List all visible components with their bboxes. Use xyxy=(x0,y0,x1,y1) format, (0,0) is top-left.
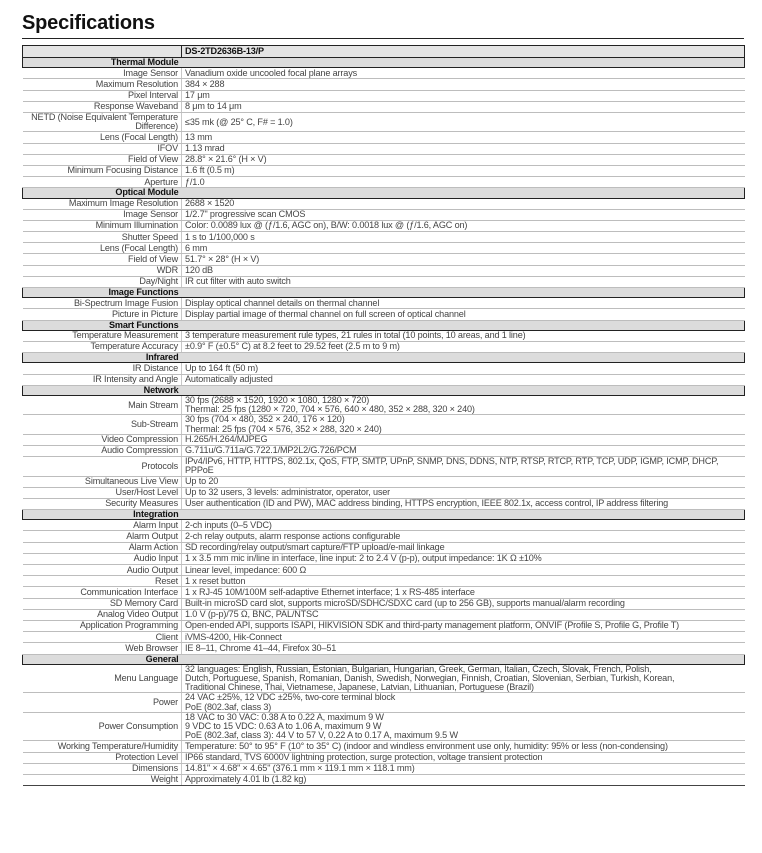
model-spacer xyxy=(23,46,182,58)
spec-value xyxy=(182,298,745,309)
spec-value-line: Thermal: 25 fps (1280 × 720, 704 × 576, 640 × 480, 352 × 288, 320 × 240) xyxy=(185,404,475,415)
spec-value-line: 13 mm xyxy=(185,131,213,142)
section-spacer xyxy=(182,510,745,520)
spec-label: Alarm Output xyxy=(23,531,182,542)
spec-value-line: 1 x 3.5 mm mic in/line in interface, line input: 2 to 2.4 V (p-p), output impedance: 1K Ω ±10% xyxy=(185,553,542,564)
spec-value xyxy=(182,154,745,165)
spec-label: Day/Night xyxy=(23,276,182,287)
spec-label: Image Sensor xyxy=(23,68,182,79)
spec-value xyxy=(182,632,745,643)
spec-value-line: 120 dB xyxy=(185,265,213,276)
spec-label: Protocols xyxy=(23,457,182,476)
spec-value xyxy=(182,341,745,352)
spec-row xyxy=(23,576,745,587)
spec-row xyxy=(23,632,745,643)
spec-label: Minimum Illumination xyxy=(23,220,182,231)
spec-row xyxy=(23,531,745,542)
spec-label: IR Intensity and Angle xyxy=(23,374,182,385)
spec-value xyxy=(182,763,745,774)
spec-value-line: Temperature: 50° to 95° F (10° to 35° C) (indoor and windless environment use only, humidity: 95% or less (non-condensing) xyxy=(185,740,668,751)
spec-value xyxy=(182,220,745,231)
spec-label: Analog Video Output xyxy=(23,609,182,620)
spec-row xyxy=(23,363,745,374)
spec-value-line: 2-ch inputs (0–5 VDC) xyxy=(185,519,272,530)
spec-value-line: Built-in microSD card slot, supports microSD/SDHC/SDXC card (up to 256 GB), supports manual/alarm recording xyxy=(185,598,625,609)
spec-value-line: Color: 0.0089 lux @ (ƒ/1.6, AGC on), B/W: 0.0018 lux @ (ƒ/1.6, AGC on) xyxy=(185,220,468,231)
spec-row xyxy=(23,476,745,487)
spec-row xyxy=(23,198,745,209)
spec-label: Temperature Measurement xyxy=(23,330,182,341)
spec-label: IR Distance xyxy=(23,363,182,374)
section-spacer xyxy=(182,320,745,330)
spec-value xyxy=(182,177,745,188)
spec-value xyxy=(182,693,745,712)
spec-value-line: User authentication (ID and PW), MAC address binding, HTTPS encryption, IEEE 802.1x, access control, IP address filtering xyxy=(185,498,669,509)
section-header xyxy=(23,654,745,664)
spec-value-line: 1.13 mrad xyxy=(185,143,225,154)
spec-row xyxy=(23,741,745,752)
spec-label: Response Waveband xyxy=(23,101,182,112)
spec-table xyxy=(22,45,745,786)
spec-label: Video Compression xyxy=(23,434,182,445)
spec-value-line: 1 x reset button xyxy=(185,575,246,586)
spec-value-line: Display optical channel details on thermal channel xyxy=(185,297,380,308)
spec-value-line: 51.7° × 28° (H × V) xyxy=(185,253,260,264)
spec-value-line: Approximately 4.01 lb (1.82 kg) xyxy=(185,774,307,785)
spec-row xyxy=(23,79,745,90)
spec-value xyxy=(182,265,745,276)
spec-label: Alarm Input xyxy=(23,520,182,531)
spec-row xyxy=(23,587,745,598)
spec-value-line: ≤35 mk (@ 25° C, F# = 1.0) xyxy=(185,116,293,127)
spec-label: Application Programming xyxy=(23,620,182,631)
spec-label: Minimum Focusing Distance xyxy=(23,165,182,176)
spec-value-line: 17 μm xyxy=(185,90,210,101)
spec-value xyxy=(182,309,745,320)
spec-value xyxy=(182,553,745,564)
spec-value-line: Up to 32 users, 3 levels: administrator, operator, user xyxy=(185,487,391,498)
spec-row xyxy=(23,774,745,785)
section-header xyxy=(23,58,745,68)
model-number: DS-2TD2636B-13/P xyxy=(182,46,745,58)
spec-row xyxy=(23,609,745,620)
section-title: Optical Module xyxy=(23,188,182,198)
model-row xyxy=(23,46,745,58)
spec-value-line: 384 × 288 xyxy=(185,78,225,89)
spec-row xyxy=(23,434,745,445)
spec-value xyxy=(182,209,745,220)
spec-row xyxy=(23,276,745,287)
spec-label: Sub-Stream xyxy=(23,415,182,434)
spec-value xyxy=(182,476,745,487)
spec-value xyxy=(182,774,745,785)
spec-value xyxy=(182,68,745,79)
section-spacer xyxy=(182,58,745,68)
spec-value xyxy=(182,752,745,763)
spec-row xyxy=(23,243,745,254)
spec-value xyxy=(182,565,745,576)
spec-row xyxy=(23,643,745,654)
spec-label: Field of View xyxy=(23,154,182,165)
spec-value xyxy=(182,520,745,531)
spec-value-line: ƒ/1.0 xyxy=(185,176,205,187)
section-spacer xyxy=(182,188,745,198)
spec-label: Lens (Focal Length) xyxy=(23,132,182,143)
spec-row xyxy=(23,68,745,79)
spec-row xyxy=(23,415,745,434)
spec-value-line: Automatically adjusted xyxy=(185,374,273,385)
spec-label: IFOV xyxy=(23,143,182,154)
spec-value xyxy=(182,531,745,542)
spec-value-line: 2688 × 1520 xyxy=(185,198,235,208)
spec-value xyxy=(182,643,745,654)
spec-value-line: 3 temperature measurement rule types, 21 rules in total (10 points, 10 areas, and 1 line) xyxy=(185,330,526,341)
spec-value-line: Thermal: 25 fps (704 × 576, 352 × 288, 320 × 240) xyxy=(185,423,382,434)
spec-value xyxy=(182,90,745,101)
spec-label: Temperature Accuracy xyxy=(23,341,182,352)
spec-row xyxy=(23,520,745,531)
spec-value xyxy=(182,254,745,265)
spec-value-line: SD recording/relay output/smart capture/FTP upload/e-mail linkage xyxy=(185,542,445,553)
spec-value xyxy=(182,487,745,498)
spec-value xyxy=(182,101,745,112)
spec-value xyxy=(182,587,745,598)
spec-value-line: IP66 standard, TVS 6000V lightning protection, surge protection, voltage transient protection xyxy=(185,752,543,763)
spec-value xyxy=(182,712,745,741)
section-spacer xyxy=(182,654,745,664)
section-spacer xyxy=(182,353,745,363)
spec-value-line: Dutch, Portuguese, Spanish, Romanian, Danish, Swedish, Norwegian, Finnish, Croatian, Slovenian, Serbian, Turkish, Korean, xyxy=(185,672,675,683)
spec-row xyxy=(23,693,745,712)
spec-value-line: 30 fps (704 × 480, 352 × 240, 176 × 120) xyxy=(185,414,345,425)
spec-value-line: H.265/H.264/MJPEG xyxy=(185,434,268,445)
spec-label: WDR xyxy=(23,265,182,276)
spec-label: Web Browser xyxy=(23,643,182,654)
section-title: Image Functions xyxy=(23,288,182,298)
spec-row xyxy=(23,101,745,112)
spec-row xyxy=(23,209,745,220)
spec-row xyxy=(23,298,745,309)
spec-row xyxy=(23,112,745,131)
spec-value xyxy=(182,330,745,341)
page-title: Specifications xyxy=(22,12,155,34)
spec-value xyxy=(182,542,745,553)
section-title: Network xyxy=(23,385,182,395)
spec-value-line: 6 mm xyxy=(185,242,208,253)
spec-value-line: IR cut filter with auto switch xyxy=(185,276,291,287)
spec-value-line: Vanadium oxide uncooled focal plane arrays xyxy=(185,67,357,78)
spec-row xyxy=(23,90,745,101)
spec-value xyxy=(182,664,745,693)
spec-value xyxy=(182,741,745,752)
spec-label: Weight xyxy=(23,774,182,785)
spec-value-line: 32 languages: English, Russian, Estonian, Bulgarian, Hungarian, Greek, German, Italian, Czech, Slovak, French, Polish, xyxy=(185,664,652,674)
spec-value xyxy=(182,457,745,476)
spec-label: SD Memory Card xyxy=(23,598,182,609)
spec-label: Shutter Speed xyxy=(23,232,182,243)
spec-value xyxy=(182,232,745,243)
spec-value-line: 18 VAC to 30 VAC: 0.38 A to 0.22 A, maximum 9 W xyxy=(185,712,384,722)
spec-value-line: 2-ch relay outputs, alarm response actions configurable xyxy=(185,530,401,541)
spec-value xyxy=(182,363,745,374)
spec-value-line: Traditional Chinese, Thai, Vietnamese, Japanese, Latvian, Lithuanian, Portuguese (Brazil) xyxy=(185,682,534,693)
spec-row xyxy=(23,154,745,165)
spec-row xyxy=(23,763,745,774)
spec-label: Maximum Resolution xyxy=(23,79,182,90)
section-header xyxy=(23,385,745,395)
spec-value xyxy=(182,609,745,620)
spec-value xyxy=(182,415,745,434)
spec-label: Bi-Spectrum Image Fusion xyxy=(23,298,182,309)
spec-value-line: 1 s to 1/100,000 s xyxy=(185,231,255,242)
spec-value-line: 1.0 V (p-p)/75 Ω, BNC, PAL/NTSC xyxy=(185,609,319,620)
spec-label: NETD (Noise Equivalent Temperature Difference) xyxy=(23,112,182,131)
spec-value-line: 14.81" × 4.68" × 4.65" (376.1 mm × 119.1 mm × 118.1 mm) xyxy=(185,763,415,774)
section-spacer xyxy=(182,385,745,395)
spec-label: Communication Interface xyxy=(23,587,182,598)
spec-value-line: PPPoE xyxy=(185,465,214,476)
spec-label: Pixel Interval xyxy=(23,90,182,101)
section-title: Thermal Module xyxy=(23,58,182,68)
title-underline xyxy=(22,38,744,39)
spec-value-line: Up to 20 xyxy=(185,476,219,487)
spec-label: Protection Level xyxy=(23,752,182,763)
spec-row xyxy=(23,395,745,414)
spec-label: Main Stream xyxy=(23,395,182,414)
spec-value-line: Display partial image of thermal channel on full screen of optical channel xyxy=(185,308,466,319)
spec-row xyxy=(23,553,745,564)
spec-value-line: G.711u/G.711a/G.722.1/MP2L2/G.726/PCM xyxy=(185,445,357,456)
spec-value-line: 1 x RJ-45 10M/100M self-adaptive Ethernet interface; 1 x RS-485 interface xyxy=(185,586,475,597)
spec-label: Menu Language xyxy=(23,664,182,693)
spec-row xyxy=(23,132,745,143)
spec-value xyxy=(182,198,745,209)
spec-label: Client xyxy=(23,632,182,643)
spec-label: Maximum Image Resolution xyxy=(23,198,182,209)
spec-value-line: 1.6 ft (0.5 m) xyxy=(185,165,235,176)
spec-value-line: 30 fps (2688 × 1520, 1920 × 1080, 1280 × 720) xyxy=(185,395,370,405)
spec-row xyxy=(23,265,745,276)
spec-label: Simultaneous Live View xyxy=(23,476,182,487)
spec-row xyxy=(23,232,745,243)
spec-value xyxy=(182,445,745,456)
spec-row xyxy=(23,220,745,231)
spec-label: Field of View xyxy=(23,254,182,265)
spec-value-line: 8 μm to 14 μm xyxy=(185,101,242,112)
spec-row xyxy=(23,620,745,631)
spec-label: Power Consumption xyxy=(23,712,182,741)
spec-row xyxy=(23,598,745,609)
section-title: Integration xyxy=(23,510,182,520)
spec-value-line: PoE (802.3af, class 3): 44 V to 57 V, 0.22 A to 0.17 A, maximum 9.5 W xyxy=(185,730,458,741)
section-header xyxy=(23,510,745,520)
section-title: Smart Functions xyxy=(23,320,182,330)
spec-value xyxy=(182,112,745,131)
section-header xyxy=(23,188,745,198)
spec-label: Power xyxy=(23,693,182,712)
spec-value xyxy=(182,434,745,445)
spec-value-line: 24 VAC ±25%, 12 VDC ±25%, two-core terminal block xyxy=(185,692,396,703)
spec-row xyxy=(23,542,745,553)
spec-row xyxy=(23,374,745,385)
spec-value xyxy=(182,620,745,631)
section-spacer xyxy=(182,288,745,298)
spec-label: Working Temperature/Humidity xyxy=(23,741,182,752)
spec-row xyxy=(23,165,745,176)
spec-value xyxy=(182,576,745,587)
spec-value xyxy=(182,276,745,287)
spec-value xyxy=(182,132,745,143)
spec-value-line: Open-ended API, supports ISAPI, HIKVISION SDK and third-party management platform, ONVIF (Profile S, Profile G, Profile T) xyxy=(185,620,680,631)
spec-label: Alarm Action xyxy=(23,542,182,553)
section-header xyxy=(23,320,745,330)
spec-value xyxy=(182,498,745,509)
spec-value xyxy=(182,143,745,154)
spec-value xyxy=(182,395,745,414)
spec-value-line: Up to 164 ft (50 m) xyxy=(185,362,258,373)
spec-row xyxy=(23,177,745,188)
spec-value-line: ±0.9° F (±0.5° C) at 8.2 feet to 29.52 feet (2.5 m to 9 m) xyxy=(185,341,400,352)
section-header xyxy=(23,353,745,363)
spec-label: Reset xyxy=(23,576,182,587)
spec-value xyxy=(182,165,745,176)
spec-value-line: IPv4/IPv6, HTTP, HTTPS, 802.1x, QoS, FTP, SMTP, UPnP, SNMP, DNS, DDNS, NTP, RTSP, RTCP, RTP, TCP, UDP, IGMP, ICMP, DHCP, xyxy=(185,456,719,467)
spec-label: Picture in Picture xyxy=(23,309,182,320)
spec-row xyxy=(23,341,745,352)
spec-label: Audio Output xyxy=(23,565,182,576)
spec-label: Image Sensor xyxy=(23,209,182,220)
spec-label: Dimensions xyxy=(23,763,182,774)
spec-value-line: 1/2.7" progressive scan CMOS xyxy=(185,209,306,220)
spec-row xyxy=(23,664,745,693)
spec-value-line: iVMS-4200, Hik-Connect xyxy=(185,631,282,642)
spec-row xyxy=(23,445,745,456)
section-title: Infrared xyxy=(23,353,182,363)
spec-value xyxy=(182,79,745,90)
spec-label: Audio Compression xyxy=(23,445,182,456)
spec-label: Security Measures xyxy=(23,498,182,509)
section-title: General xyxy=(23,654,182,664)
spec-row xyxy=(23,330,745,341)
spec-row xyxy=(23,143,745,154)
spec-value xyxy=(182,598,745,609)
spec-row xyxy=(23,487,745,498)
spec-row xyxy=(23,498,745,509)
spec-label: User/Host Level xyxy=(23,487,182,498)
spec-value-line: 28.8° × 21.6° (H × V) xyxy=(185,154,267,165)
spec-row xyxy=(23,309,745,320)
spec-value xyxy=(182,374,745,385)
spec-row xyxy=(23,752,745,763)
spec-value-line: PoE (802.3af, class 3) xyxy=(185,701,272,712)
spec-value-line: IE 8–11, Chrome 41–44, Firefox 30–51 xyxy=(185,642,337,653)
spec-row xyxy=(23,712,745,741)
spec-value-line: 9 VDC to 15 VDC: 0.63 A to 1.06 A, maximum 9 W xyxy=(185,720,382,731)
spec-row xyxy=(23,457,745,476)
spec-value-line: Linear level, impedance: 600 Ω xyxy=(185,564,307,575)
section-header xyxy=(23,288,745,298)
spec-label: Lens (Focal Length) xyxy=(23,243,182,254)
spec-label: Audio Input xyxy=(23,553,182,564)
spec-row xyxy=(23,565,745,576)
spec-row xyxy=(23,254,745,265)
spec-label: Aperture xyxy=(23,177,182,188)
spec-value xyxy=(182,243,745,254)
